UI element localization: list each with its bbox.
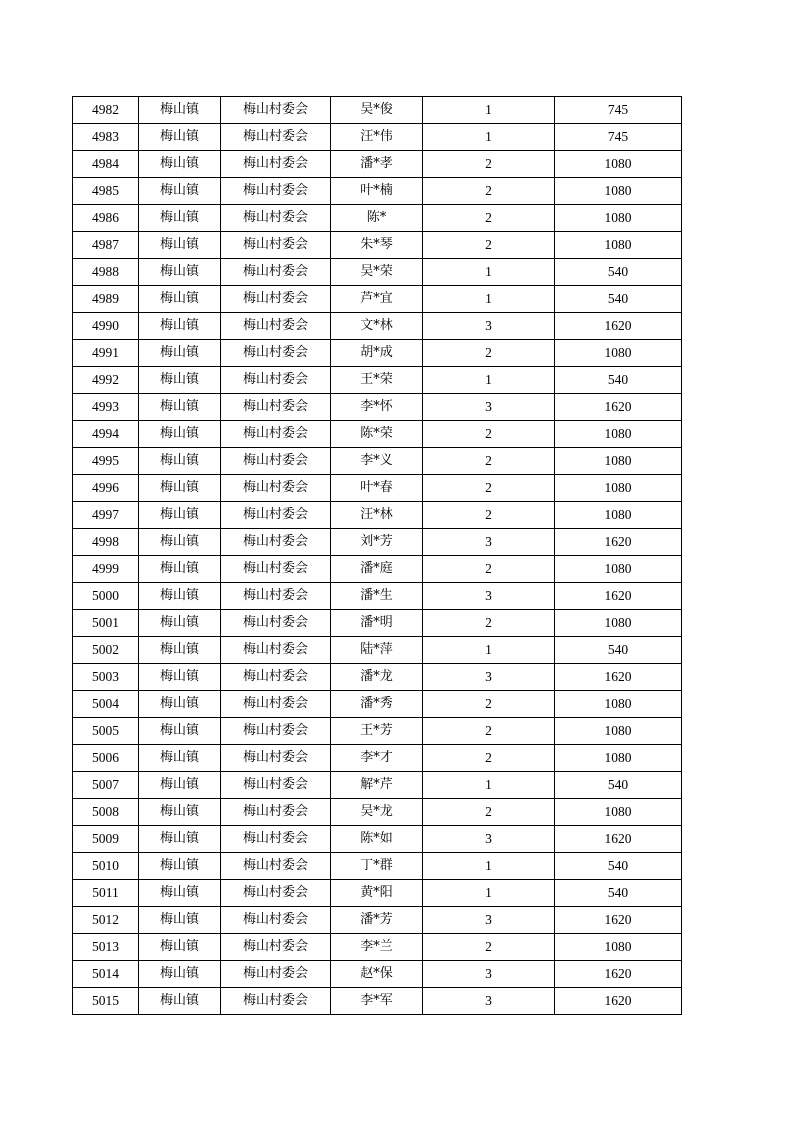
row-number-cell: 4991: [73, 340, 139, 367]
village-committee-cell: 梅山村委会: [221, 232, 331, 259]
village-committee-cell: 梅山村委会: [221, 502, 331, 529]
village-committee-cell: 梅山村委会: [221, 934, 331, 961]
amount-cell: 1080: [555, 745, 682, 772]
data-table: [72, 96, 682, 1015]
row-number-cell: 5013: [73, 934, 139, 961]
table-body: [73, 97, 682, 1015]
row-number-cell: 4985: [73, 178, 139, 205]
name-cell: 解*芹: [331, 772, 423, 799]
name-cell: 李*才: [331, 745, 423, 772]
table-row: [73, 745, 682, 772]
town-cell: 梅山镇: [139, 583, 221, 610]
village-committee-cell: 梅山村委会: [221, 745, 331, 772]
town-cell: 梅山镇: [139, 313, 221, 340]
row-number-cell: 4993: [73, 394, 139, 421]
village-committee-cell: 梅山村委会: [221, 178, 331, 205]
name-cell: 陈*如: [331, 826, 423, 853]
row-number-cell: 5000: [73, 583, 139, 610]
count-cell: 2: [423, 151, 555, 178]
table-row: [73, 826, 682, 853]
name-cell: 丁*群: [331, 853, 423, 880]
amount-cell: 1080: [555, 691, 682, 718]
table-row: [73, 259, 682, 286]
amount-cell: 1620: [555, 988, 682, 1015]
village-committee-cell: 梅山村委会: [221, 826, 331, 853]
count-cell: 2: [423, 718, 555, 745]
town-cell: 梅山镇: [139, 178, 221, 205]
name-cell: 黄*阳: [331, 880, 423, 907]
village-committee-cell: 梅山村委会: [221, 664, 331, 691]
name-cell: 王*荣: [331, 367, 423, 394]
count-cell: 2: [423, 475, 555, 502]
table-row: [73, 286, 682, 313]
count-cell: 2: [423, 556, 555, 583]
row-number-cell: 4994: [73, 421, 139, 448]
table-row: [73, 583, 682, 610]
name-cell: 潘*秀: [331, 691, 423, 718]
count-cell: 1: [423, 853, 555, 880]
amount-cell: 540: [555, 286, 682, 313]
town-cell: 梅山镇: [139, 394, 221, 421]
row-number-cell: 5001: [73, 610, 139, 637]
table-row: [73, 529, 682, 556]
table-row: [73, 367, 682, 394]
amount-cell: 745: [555, 97, 682, 124]
village-committee-cell: 梅山村委会: [221, 691, 331, 718]
amount-cell: 1620: [555, 313, 682, 340]
row-number-cell: 5007: [73, 772, 139, 799]
village-committee-cell: 梅山村委会: [221, 583, 331, 610]
name-cell: 陈*: [331, 205, 423, 232]
table-row: [73, 610, 682, 637]
village-committee-cell: 梅山村委会: [221, 853, 331, 880]
town-cell: 梅山镇: [139, 718, 221, 745]
count-cell: 2: [423, 745, 555, 772]
table-row: [73, 718, 682, 745]
name-cell: 潘*孝: [331, 151, 423, 178]
count-cell: 1: [423, 367, 555, 394]
table-row: [73, 340, 682, 367]
town-cell: 梅山镇: [139, 907, 221, 934]
row-number-cell: 5008: [73, 799, 139, 826]
count-cell: 1: [423, 772, 555, 799]
town-cell: 梅山镇: [139, 745, 221, 772]
count-cell: 3: [423, 826, 555, 853]
amount-cell: 1080: [555, 934, 682, 961]
name-cell: 潘*庭: [331, 556, 423, 583]
amount-cell: 1620: [555, 529, 682, 556]
row-number-cell: 4982: [73, 97, 139, 124]
count-cell: 3: [423, 583, 555, 610]
amount-cell: 1080: [555, 340, 682, 367]
row-number-cell: 4990: [73, 313, 139, 340]
count-cell: 2: [423, 448, 555, 475]
amount-cell: 540: [555, 259, 682, 286]
name-cell: 芦*宜: [331, 286, 423, 313]
row-number-cell: 4998: [73, 529, 139, 556]
name-cell: 潘*生: [331, 583, 423, 610]
name-cell: 叶*楠: [331, 178, 423, 205]
village-committee-cell: 梅山村委会: [221, 394, 331, 421]
amount-cell: 745: [555, 124, 682, 151]
count-cell: 3: [423, 988, 555, 1015]
town-cell: 梅山镇: [139, 475, 221, 502]
amount-cell: 540: [555, 772, 682, 799]
name-cell: 潘*龙: [331, 664, 423, 691]
town-cell: 梅山镇: [139, 691, 221, 718]
count-cell: 3: [423, 961, 555, 988]
town-cell: 梅山镇: [139, 286, 221, 313]
count-cell: 2: [423, 502, 555, 529]
table-row: [73, 151, 682, 178]
count-cell: 2: [423, 178, 555, 205]
amount-cell: 1080: [555, 178, 682, 205]
name-cell: 潘*芳: [331, 907, 423, 934]
name-cell: 吴*俊: [331, 97, 423, 124]
town-cell: 梅山镇: [139, 421, 221, 448]
count-cell: 3: [423, 529, 555, 556]
town-cell: 梅山镇: [139, 799, 221, 826]
row-number-cell: 5004: [73, 691, 139, 718]
row-number-cell: 4992: [73, 367, 139, 394]
name-cell: 陆*萍: [331, 637, 423, 664]
amount-cell: 1080: [555, 205, 682, 232]
amount-cell: 540: [555, 367, 682, 394]
row-number-cell: 4999: [73, 556, 139, 583]
town-cell: 梅山镇: [139, 826, 221, 853]
village-committee-cell: 梅山村委会: [221, 610, 331, 637]
table-row: [73, 664, 682, 691]
village-committee-cell: 梅山村委会: [221, 151, 331, 178]
village-committee-cell: 梅山村委会: [221, 259, 331, 286]
amount-cell: 1080: [555, 232, 682, 259]
table-row: [73, 232, 682, 259]
count-cell: 3: [423, 313, 555, 340]
amount-cell: 1620: [555, 583, 682, 610]
town-cell: 梅山镇: [139, 259, 221, 286]
count-cell: 3: [423, 907, 555, 934]
village-committee-cell: 梅山村委会: [221, 205, 331, 232]
row-number-cell: 5015: [73, 988, 139, 1015]
village-committee-cell: 梅山村委会: [221, 961, 331, 988]
table-row: [73, 97, 682, 124]
table-row: [73, 448, 682, 475]
village-committee-cell: 梅山村委会: [221, 313, 331, 340]
count-cell: 2: [423, 340, 555, 367]
count-cell: 1: [423, 286, 555, 313]
village-committee-cell: 梅山村委会: [221, 340, 331, 367]
table-row: [73, 853, 682, 880]
row-number-cell: 4984: [73, 151, 139, 178]
table-row: [73, 313, 682, 340]
amount-cell: 1080: [555, 475, 682, 502]
amount-cell: 1620: [555, 826, 682, 853]
village-committee-cell: 梅山村委会: [221, 124, 331, 151]
name-cell: 汪*林: [331, 502, 423, 529]
row-number-cell: 5006: [73, 745, 139, 772]
amount-cell: 540: [555, 637, 682, 664]
row-number-cell: 5014: [73, 961, 139, 988]
name-cell: 汪*伟: [331, 124, 423, 151]
name-cell: 赵*保: [331, 961, 423, 988]
table-row: [73, 934, 682, 961]
name-cell: 吴*荣: [331, 259, 423, 286]
town-cell: 梅山镇: [139, 664, 221, 691]
village-committee-cell: 梅山村委会: [221, 97, 331, 124]
village-committee-cell: 梅山村委会: [221, 907, 331, 934]
town-cell: 梅山镇: [139, 124, 221, 151]
row-number-cell: 4986: [73, 205, 139, 232]
village-committee-cell: 梅山村委会: [221, 286, 331, 313]
village-committee-cell: 梅山村委会: [221, 799, 331, 826]
table-row: [73, 556, 682, 583]
amount-cell: 1620: [555, 961, 682, 988]
amount-cell: 1080: [555, 448, 682, 475]
village-committee-cell: 梅山村委会: [221, 421, 331, 448]
amount-cell: 1080: [555, 502, 682, 529]
town-cell: 梅山镇: [139, 448, 221, 475]
village-committee-cell: 梅山村委会: [221, 367, 331, 394]
name-cell: 吴*龙: [331, 799, 423, 826]
name-cell: 潘*明: [331, 610, 423, 637]
table-row: [73, 421, 682, 448]
row-number-cell: 5010: [73, 853, 139, 880]
row-number-cell: 5009: [73, 826, 139, 853]
count-cell: 2: [423, 934, 555, 961]
name-cell: 陈*荣: [331, 421, 423, 448]
village-committee-cell: 梅山村委会: [221, 988, 331, 1015]
town-cell: 梅山镇: [139, 853, 221, 880]
name-cell: 叶*春: [331, 475, 423, 502]
count-cell: 1: [423, 880, 555, 907]
row-number-cell: 4983: [73, 124, 139, 151]
town-cell: 梅山镇: [139, 961, 221, 988]
amount-cell: 1080: [555, 799, 682, 826]
row-number-cell: 5005: [73, 718, 139, 745]
name-cell: 文*林: [331, 313, 423, 340]
count-cell: 1: [423, 259, 555, 286]
village-committee-cell: 梅山村委会: [221, 637, 331, 664]
row-number-cell: 4996: [73, 475, 139, 502]
table-row: [73, 988, 682, 1015]
table-row: [73, 691, 682, 718]
row-number-cell: 5011: [73, 880, 139, 907]
town-cell: 梅山镇: [139, 340, 221, 367]
amount-cell: 1620: [555, 394, 682, 421]
amount-cell: 1080: [555, 610, 682, 637]
count-cell: 1: [423, 637, 555, 664]
count-cell: 2: [423, 610, 555, 637]
table-row: [73, 502, 682, 529]
town-cell: 梅山镇: [139, 934, 221, 961]
row-number-cell: 5012: [73, 907, 139, 934]
table-row: [73, 772, 682, 799]
count-cell: 2: [423, 421, 555, 448]
amount-cell: 1620: [555, 664, 682, 691]
amount-cell: 1080: [555, 556, 682, 583]
name-cell: 刘*芳: [331, 529, 423, 556]
town-cell: 梅山镇: [139, 97, 221, 124]
town-cell: 梅山镇: [139, 529, 221, 556]
village-committee-cell: 梅山村委会: [221, 556, 331, 583]
amount-cell: 540: [555, 880, 682, 907]
count-cell: 2: [423, 232, 555, 259]
town-cell: 梅山镇: [139, 502, 221, 529]
village-committee-cell: 梅山村委会: [221, 772, 331, 799]
count-cell: 1: [423, 124, 555, 151]
count-cell: 2: [423, 205, 555, 232]
count-cell: 1: [423, 97, 555, 124]
amount-cell: 1620: [555, 907, 682, 934]
row-number-cell: 4988: [73, 259, 139, 286]
name-cell: 朱*琴: [331, 232, 423, 259]
amount-cell: 540: [555, 853, 682, 880]
table-row: [73, 961, 682, 988]
row-number-cell: 4989: [73, 286, 139, 313]
name-cell: 李*军: [331, 988, 423, 1015]
row-number-cell: 4997: [73, 502, 139, 529]
table-row: [73, 475, 682, 502]
town-cell: 梅山镇: [139, 772, 221, 799]
village-committee-cell: 梅山村委会: [221, 529, 331, 556]
count-cell: 3: [423, 664, 555, 691]
town-cell: 梅山镇: [139, 610, 221, 637]
town-cell: 梅山镇: [139, 151, 221, 178]
amount-cell: 1080: [555, 151, 682, 178]
town-cell: 梅山镇: [139, 205, 221, 232]
town-cell: 梅山镇: [139, 880, 221, 907]
town-cell: 梅山镇: [139, 367, 221, 394]
table-row: [73, 124, 682, 151]
name-cell: 李*兰: [331, 934, 423, 961]
town-cell: 梅山镇: [139, 556, 221, 583]
count-cell: 3: [423, 394, 555, 421]
row-number-cell: 5003: [73, 664, 139, 691]
town-cell: 梅山镇: [139, 988, 221, 1015]
table-row: [73, 907, 682, 934]
name-cell: 王*芳: [331, 718, 423, 745]
name-cell: 李*义: [331, 448, 423, 475]
village-committee-cell: 梅山村委会: [221, 475, 331, 502]
row-number-cell: 5002: [73, 637, 139, 664]
table-row: [73, 799, 682, 826]
town-cell: 梅山镇: [139, 232, 221, 259]
town-cell: 梅山镇: [139, 637, 221, 664]
amount-cell: 1080: [555, 421, 682, 448]
name-cell: 胡*成: [331, 340, 423, 367]
amount-cell: 1080: [555, 718, 682, 745]
name-cell: 李*怀: [331, 394, 423, 421]
table-row: [73, 178, 682, 205]
village-committee-cell: 梅山村委会: [221, 718, 331, 745]
table-row: [73, 394, 682, 421]
table-row: [73, 205, 682, 232]
count-cell: 2: [423, 799, 555, 826]
table-row: [73, 637, 682, 664]
village-committee-cell: 梅山村委会: [221, 880, 331, 907]
village-committee-cell: 梅山村委会: [221, 448, 331, 475]
count-cell: 2: [423, 691, 555, 718]
table-row: [73, 880, 682, 907]
row-number-cell: 4995: [73, 448, 139, 475]
row-number-cell: 4987: [73, 232, 139, 259]
